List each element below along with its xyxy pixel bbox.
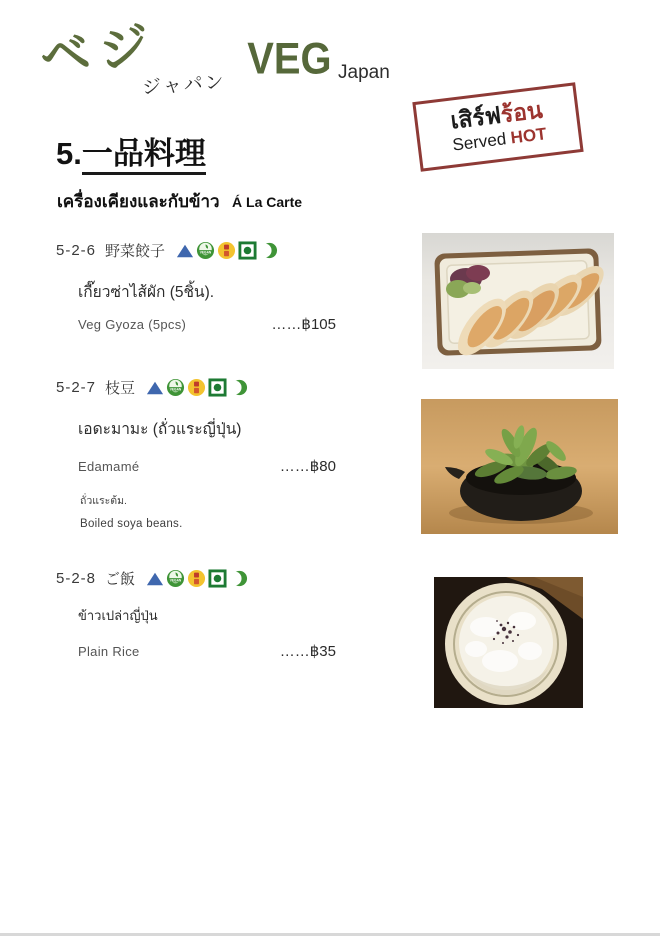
item-name-jp: ご飯 — [105, 571, 136, 588]
gyoza-photo — [422, 233, 614, 369]
item-price-row — [78, 457, 336, 475]
dietary-icons — [176, 241, 280, 260]
subtitle-en: Á La Carte — [232, 194, 303, 210]
item-en-name: Veg Gyoza (5pcs) — [78, 317, 187, 332]
item-price-row — [78, 315, 336, 333]
dietary-icons — [146, 569, 250, 588]
triangle-icon — [176, 242, 194, 260]
brand-jp-large: ベジ — [37, 16, 161, 86]
item-code: 5-2-6 — [56, 242, 97, 259]
item-en-name: Edamamé — [78, 459, 140, 474]
item-header — [56, 568, 376, 589]
brand-en-small: Japan — [338, 62, 390, 83]
item-price-row — [78, 642, 336, 660]
section-subtitle — [57, 188, 302, 215]
item-header — [56, 377, 376, 398]
veg-mark-icon — [238, 241, 257, 260]
section-title — [56, 128, 206, 173]
item-price: ……฿80 — [279, 458, 336, 475]
crescent-moon-icon — [229, 378, 248, 397]
stamp-en-black: Served — [451, 129, 512, 156]
stamp-en-red: HOT — [509, 124, 548, 148]
brand-en-large: VEG — [247, 33, 332, 84]
brand-jp-small: ジャパン — [141, 72, 227, 99]
item-code: 5-2-7 — [56, 379, 97, 396]
spice-badge-icon — [187, 378, 206, 397]
item-thai-name: ข้าวเปล่าญี่ปุ่น — [78, 608, 158, 623]
triangle-icon — [146, 379, 164, 397]
crescent-moon-icon — [229, 569, 248, 588]
veg-mark-icon — [208, 569, 227, 588]
menu-item-gyoza — [56, 240, 376, 333]
item-price: ……฿35 — [279, 643, 336, 660]
rice-photo — [434, 577, 583, 708]
menu-item-rice — [56, 568, 376, 660]
item-header — [56, 240, 376, 261]
triangle-icon — [146, 570, 164, 588]
svg-text:VEGAN: VEGAN — [169, 578, 182, 583]
svg-text:VEGAN: VEGAN — [169, 387, 182, 392]
menu-item-edamame — [56, 377, 376, 530]
item-price: ……฿105 — [271, 316, 336, 333]
spice-badge-icon — [217, 241, 236, 260]
subtitle-thai: เครื่องเคียงและกับข้าว — [57, 192, 220, 211]
vegan-badge-icon — [166, 569, 185, 588]
vegan-badge-icon — [196, 241, 215, 260]
veg-mark-icon — [208, 378, 227, 397]
stamp-thai-red: ร้อน — [499, 96, 544, 128]
item-en-name: Plain Rice — [78, 644, 140, 659]
item-code: 5-2-8 — [56, 570, 97, 587]
section-number: 5. — [56, 136, 82, 171]
dietary-icons — [146, 378, 250, 397]
crescent-moon-icon — [259, 241, 278, 260]
svg-text:VEGAN: VEGAN — [199, 250, 212, 255]
item-name-jp: 枝豆 — [105, 380, 136, 397]
item-thai-name: เกี๊ยวซ่าไส้ผัก (5ชิ้น). — [78, 284, 215, 301]
item-note-thai: ถั่วแระต้ม. — [80, 495, 127, 507]
vegan-badge-icon — [166, 378, 185, 397]
item-thai-name: เอดะมามะ (ถั่วแระญี่ปุ่น) — [78, 421, 242, 438]
edamame-photo — [421, 399, 618, 534]
spice-badge-icon — [187, 569, 206, 588]
item-name-jp: 野菜餃子 — [105, 243, 166, 260]
brand-header — [37, 16, 460, 106]
stamp-thai-black: เสิร์ฟ — [449, 101, 503, 134]
section-title-jp: 一品料理 — [82, 136, 206, 175]
item-note-en: Boiled soya beans. — [80, 518, 183, 530]
